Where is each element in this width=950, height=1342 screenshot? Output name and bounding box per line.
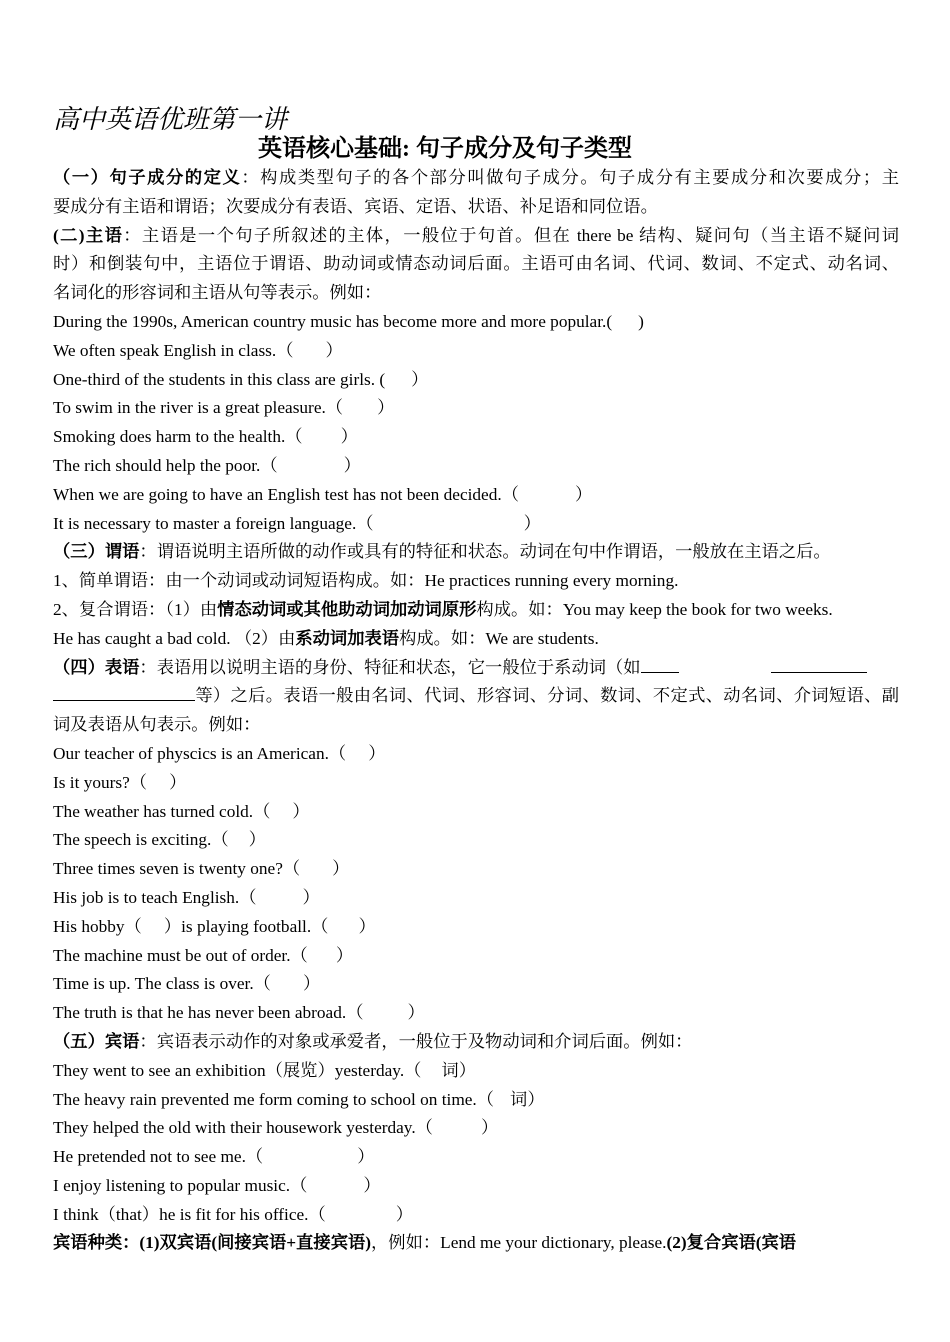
section1-heading: （一）句子成分的定义 (53, 168, 242, 187)
example-sentence: I think（that）he is fit for his office.（ ） (53, 1204, 414, 1224)
example-sentence: To swim in the river is a great pleasure.（ ） (53, 398, 395, 418)
example-sentence: Our teacher of physcics is an American.（ ） (53, 743, 386, 763)
example-sentence: One-third of the students in this class are girls. ( ） (53, 369, 429, 389)
example-sentence: During the 1990s, American country music has become more and more popular.( ) (53, 311, 644, 331)
section3-line4: He has caught a bad cold. （2）由系动词加表语构成。如：We are students. (53, 628, 599, 648)
example-sentence: Time is up. The class is over.（ ） (53, 974, 321, 994)
example-sentence: Smoking does harm to the health.（ ） (53, 427, 358, 447)
fill-blank (641, 656, 679, 673)
section2-line2: 时）和倒装句中，主语位于谓语、助动词或情态动词后面。主语可由名词、代词、数词、不定式、动名词、 (53, 254, 899, 274)
example-sentence: I enjoy listening to popular music.（ ） (53, 1175, 381, 1195)
fill-blank (53, 684, 195, 701)
section5-line1: （五）宾语：宾语表示动作的对象或承爱者，一般位于及物动词和介词后面。例如： (53, 1031, 693, 1051)
section4-line2: 等）之后。表语一般由名词、代词、形容词、分词、数词、不定式、动名词、介词短语、副 (53, 682, 899, 711)
document-body (53, 164, 899, 1258)
section3-heading: （三）谓语 (53, 542, 140, 562)
example-sentence: Three times seven is twenty one?（ ） (53, 859, 350, 879)
section4-line1: （四）表语：表语用以说明主语的身份、特征和状态，它一般位于系动词（如 (53, 654, 899, 683)
example-sentence: The machine must be out of order.（ ） (53, 945, 354, 965)
section1-line1: （一）句子成分的定义：构成类型句子的各个部分叫做句子成分。句子成分有主要成分和次要成分；主 (53, 168, 899, 187)
example-sentence: They went to see an exhibition（展览）yesterday.（ 词） (53, 1060, 476, 1080)
example-sentence: The speech is exciting.（ ） (53, 830, 266, 850)
section2-heading: (二)主语 (53, 225, 124, 245)
section2-line3: 名词化的形容词和主语从句等表示。例如： (53, 283, 382, 303)
section5-heading: （五）宾语 (53, 1031, 140, 1051)
example-sentence: He pretended not to see me.（ ） (53, 1147, 375, 1167)
lecture-title: 高中英语优班第一讲 (53, 105, 288, 134)
section1-line2: 要成分有主语和谓语；次要成分有表语、宾语、定语、状语、补足语和同位语。 (53, 196, 658, 216)
section5-last-line: 宾语种类：(1)双宾语(间接宾语+直接宾语)，例如：Lend me your dictionary, please.(2)复合宾语(宾语 (53, 1233, 797, 1253)
example-sentence: We often speak English in class.（ ） (53, 340, 343, 360)
example-sentence: They helped the old with their housework yesterday.（ ） (53, 1118, 499, 1138)
example-sentence: The weather has turned cold.（ ） (53, 801, 310, 821)
example-sentence: His hobby（ ）is playing football.（ ） (53, 916, 376, 936)
section4-line3: 词及表语从句表示。例如： (53, 715, 261, 735)
example-sentence: His job is to teach English.（ ） (53, 887, 320, 907)
section3-line3: 2、复合谓语：（1）由情态动词或其他助动词加动词原形构成。如：You may keep the book for two weeks. (53, 599, 833, 619)
example-sentence: The rich should help the poor.（ ） (53, 455, 361, 475)
example-sentence: Is it yours?（ ） (53, 772, 187, 792)
section2-line1: (二)主语：主语是一个句子所叙述的主体，一般位于句首。但在 there be 结构、疑问句（当主语不疑问词 (53, 225, 899, 245)
section4-heading: （四）表语 (53, 657, 140, 677)
lecture-subtitle: 英语核心基础: 句子成分及句子类型 (258, 136, 632, 162)
fill-blank (771, 656, 867, 673)
example-sentence: It is necessary to master a foreign language.（ ） (53, 513, 541, 533)
example-sentence: The heavy rain prevented me form coming to school on time.（ 词） (53, 1089, 545, 1109)
section3-line2: 1、简单谓语：由一个动词或动词短语构成。如：He practices running every morning. (53, 571, 679, 591)
example-sentence: When we are going to have an English test has not been decided.（ ） (53, 484, 593, 504)
section3-line1: （三）谓语：谓语说明主语所做的动作或具有的特征和状态。动词在句中作谓语，一般放在主语之后。 (53, 542, 831, 562)
example-sentence: The truth is that he has never been abroad.（ ） (53, 1003, 425, 1023)
